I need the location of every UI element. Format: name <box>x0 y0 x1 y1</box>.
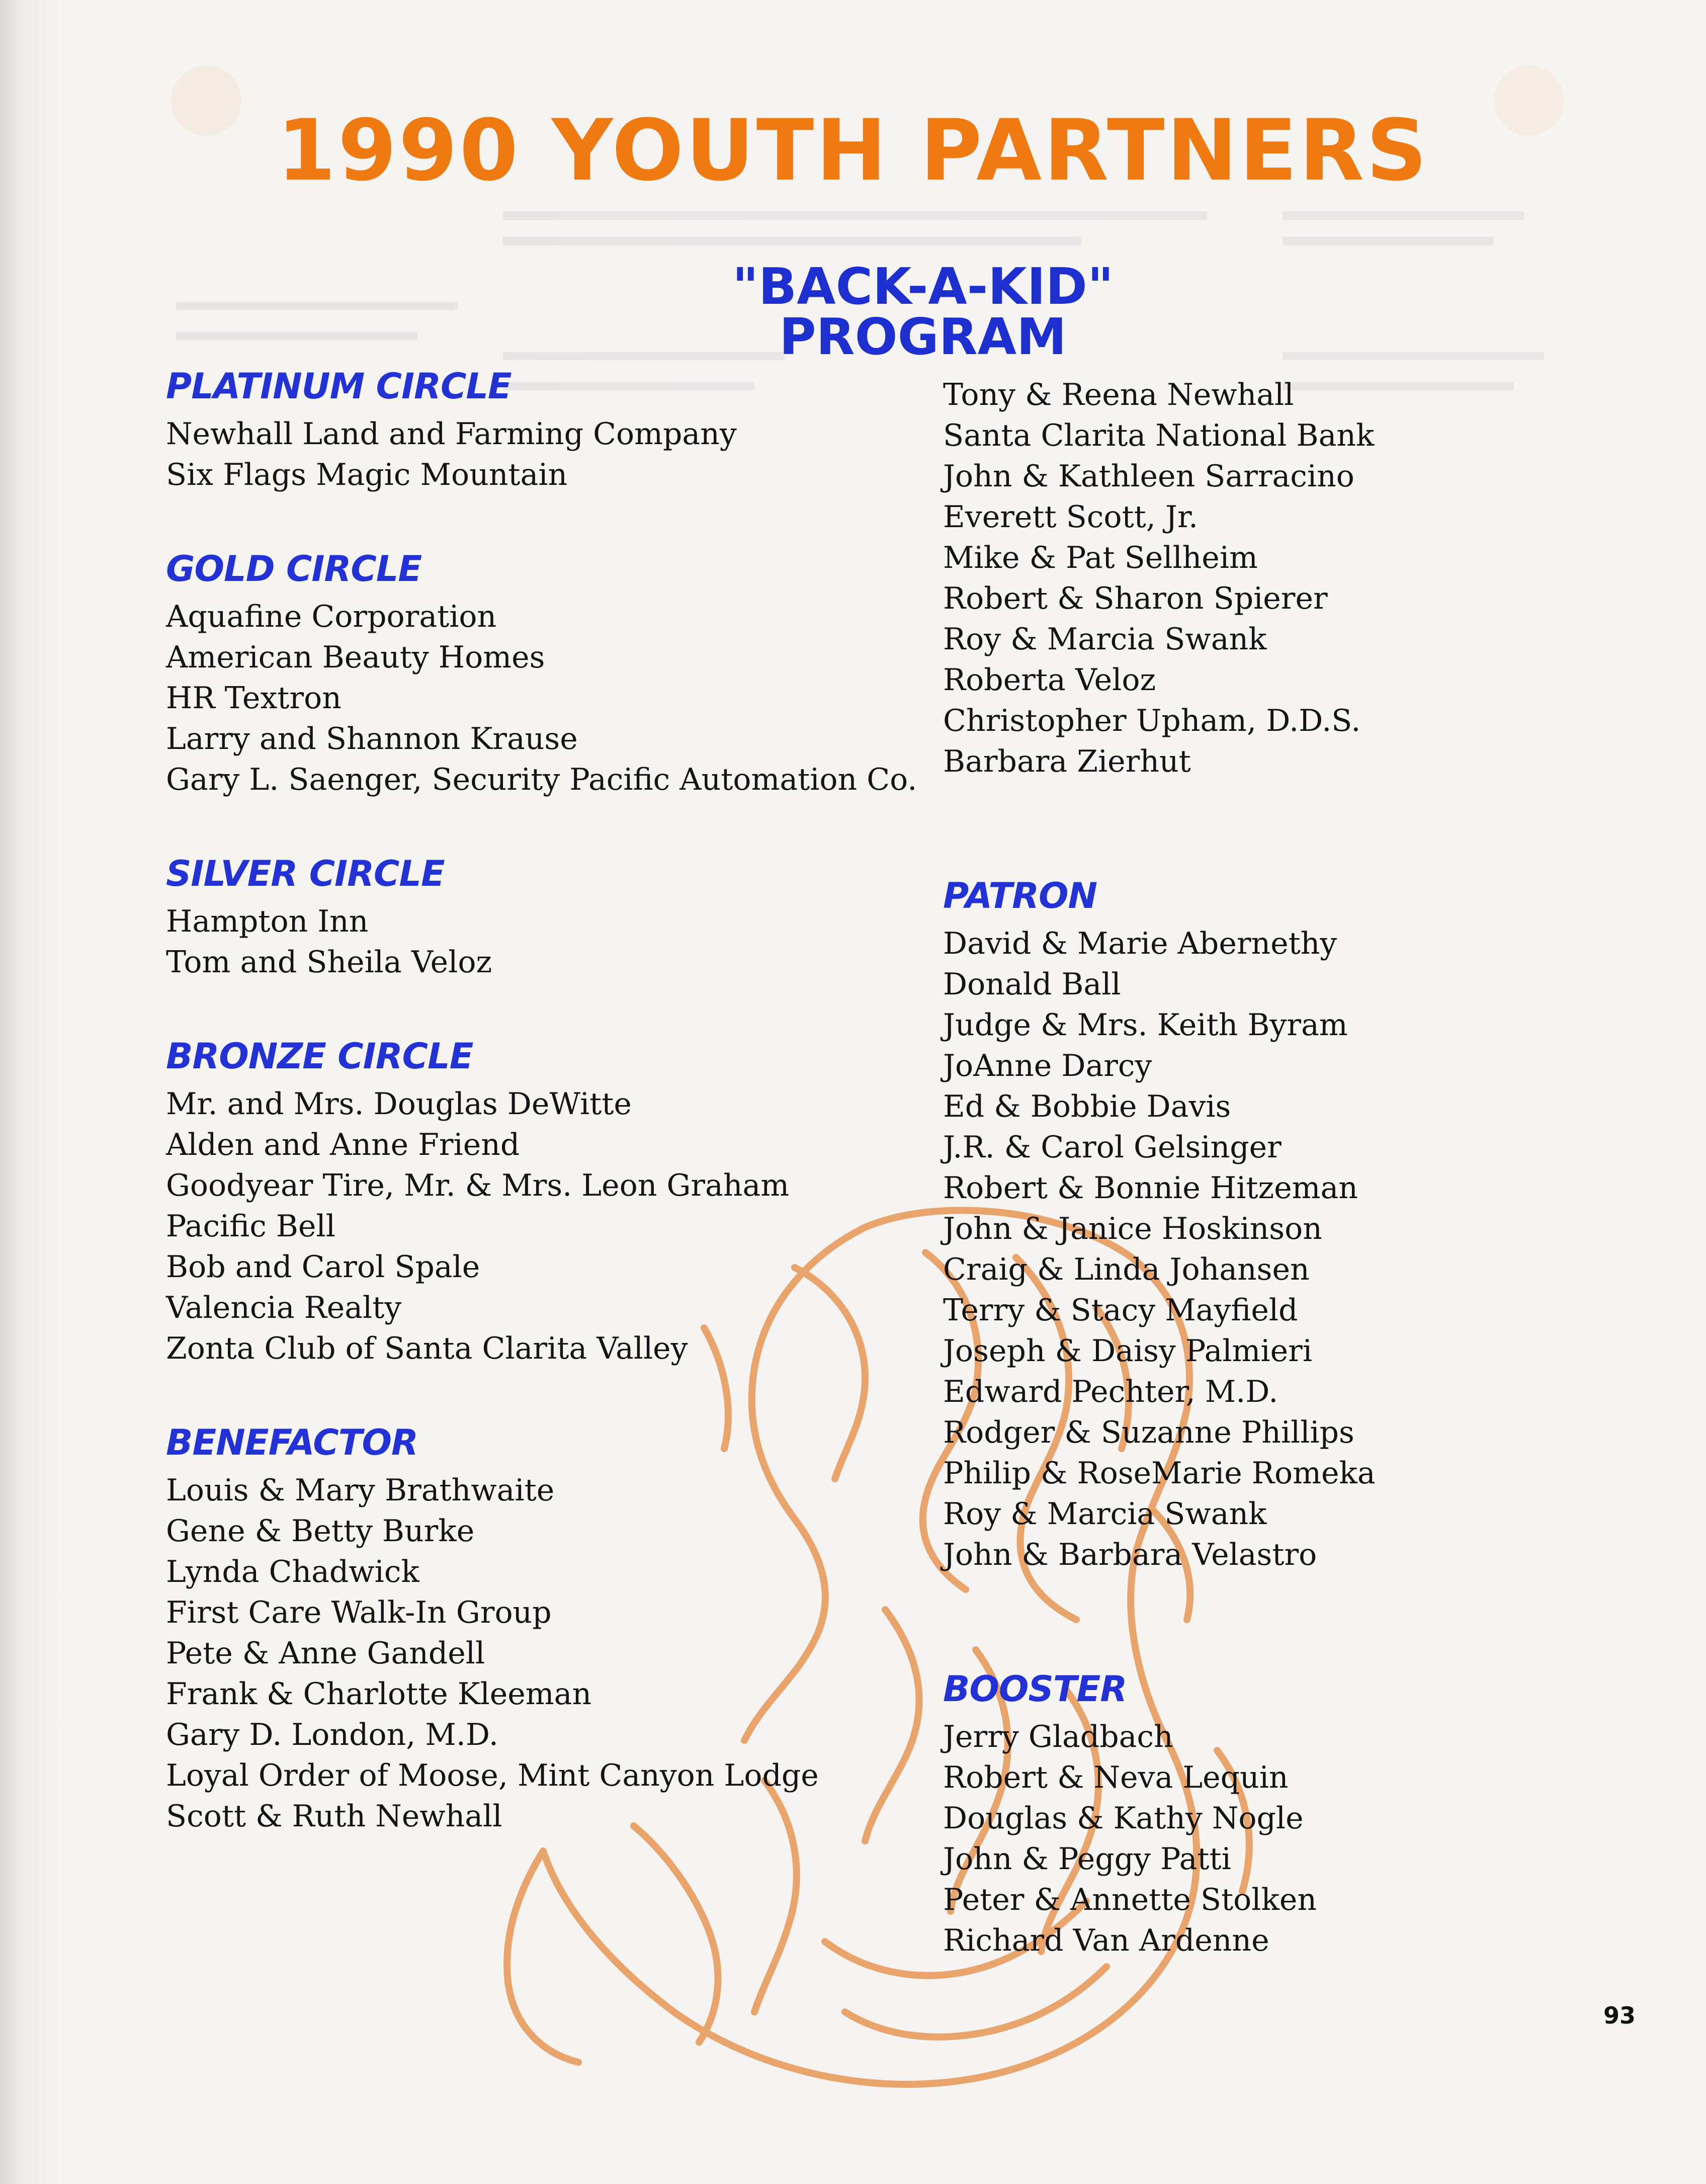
section-benefactor-continued <box>943 375 1597 782</box>
list-item: Roy & Marcia Swank <box>943 622 1267 657</box>
list-item: Roberta Veloz <box>943 662 1156 698</box>
list-item: Newhall Land and Farming Company <box>166 416 737 452</box>
section-patron <box>943 877 1597 1575</box>
list-item: JoAnne Darcy <box>943 1048 1152 1083</box>
section-heading: PLATINUM CIRCLE <box>166 366 511 407</box>
list-item: First Care Walk-In Group <box>166 1595 552 1630</box>
section-heading: BENEFACTOR <box>166 1422 418 1463</box>
list-item: Robert & Neva Lequin <box>943 1760 1289 1795</box>
section-silver-circle <box>166 855 971 983</box>
list-item: Loyal Order of Moose, Mint Canyon Lodge <box>166 1758 819 1793</box>
list-item: Terry & Stacy Mayfield <box>943 1293 1298 1328</box>
list-item: Edward Pechter, M.D. <box>943 1374 1278 1409</box>
list-item: Larry and Shannon Krause <box>166 721 578 757</box>
section-heading: GOLD CIRCLE <box>166 548 422 590</box>
name-list <box>166 414 971 495</box>
name-list <box>943 375 1597 782</box>
list-item: Ed & Bobbie Davis <box>943 1089 1231 1124</box>
list-item: John & Barbara Velastro <box>943 1537 1317 1572</box>
list-item: Robert & Sharon Spierer <box>943 581 1328 616</box>
page-title: 1990 YOUTH PARTNERS <box>277 101 1429 200</box>
list-item: Donald Ball <box>943 967 1121 1002</box>
list-item: Zonta Club of Santa Clarita Valley <box>166 1331 688 1366</box>
list-item: Barbara Zierhut <box>943 744 1191 779</box>
list-item: Joseph & Daisy Palmieri <box>943 1333 1313 1369</box>
list-item: Alden and Anne Friend <box>166 1127 520 1162</box>
list-item: Gary D. London, M.D. <box>166 1717 498 1752</box>
section-booster <box>943 1670 1597 1961</box>
name-list <box>943 1717 1597 1961</box>
list-item: Tony & Reena Newhall <box>943 377 1294 412</box>
list-item: Douglas & Kathy Nogle <box>943 1801 1304 1836</box>
list-item: John & Janice Hoskinson <box>943 1211 1322 1246</box>
list-item: Santa Clarita National Bank <box>943 418 1375 453</box>
name-list <box>943 923 1597 1575</box>
list-item: Mike & Pat Sellheim <box>943 540 1258 575</box>
list-item: Lynda Chadwick <box>166 1554 419 1589</box>
name-list <box>166 1470 971 1837</box>
list-item: Pacific Bell <box>166 1209 335 1244</box>
list-item: Six Flags Magic Mountain <box>166 457 568 492</box>
name-list <box>166 597 971 800</box>
list-item: Philip & RoseMarie Romeka <box>943 1456 1376 1491</box>
list-item: Roy & Marcia Swank <box>943 1496 1267 1532</box>
section-bronze-circle <box>166 1037 971 1369</box>
list-item: Richard Van Ardenne <box>943 1923 1269 1958</box>
list-item: J.R. & Carol Gelsinger <box>943 1130 1282 1165</box>
list-item: Bob and Carol Spale <box>166 1249 480 1285</box>
list-item: Scott & Ruth Newhall <box>166 1799 502 1834</box>
list-item: Valencia Realty <box>166 1290 402 1325</box>
list-item: Christopher Upham, D.D.S. <box>943 703 1361 738</box>
section-gold-circle <box>166 550 971 800</box>
list-item: Frank & Charlotte Kleeman <box>166 1676 592 1712</box>
right-column <box>943 375 1597 2056</box>
section-heading: BOOSTER <box>943 1668 1127 1710</box>
list-item: Tom and Sheila Veloz <box>166 945 492 980</box>
name-list <box>166 901 971 983</box>
list-item: Aquafine Corporation <box>166 599 497 634</box>
list-item: Robert & Bonnie Hitzeman <box>943 1170 1358 1206</box>
list-item: Hampton Inn <box>166 904 369 939</box>
list-item: HR Textron <box>166 681 342 716</box>
list-item: Gary L. Saenger, Security Pacific Automation Co. <box>166 762 917 797</box>
section-heading: BRONZE CIRCLE <box>166 1036 473 1077</box>
list-item: Pete & Anne Gandell <box>166 1636 485 1671</box>
section-heading: PATRON <box>943 875 1097 916</box>
list-item: Everett Scott, Jr. <box>943 499 1199 535</box>
list-item: Rodger & Suzanne Phillips <box>943 1415 1354 1450</box>
list-item: Gene & Betty Burke <box>166 1514 475 1549</box>
section-benefactor <box>166 1423 971 1837</box>
list-item: American Beauty Homes <box>166 640 545 675</box>
section-platinum-circle <box>166 367 971 495</box>
list-item: Peter & Annette Stolken <box>943 1882 1317 1917</box>
list-item: Judge & Mrs. Keith Byram <box>943 1007 1348 1043</box>
name-list <box>166 1084 971 1369</box>
list-item: John & Peggy Patti <box>943 1841 1231 1877</box>
list-item: Jerry Gladbach <box>943 1719 1173 1754</box>
list-item: Louis & Mary Brathwaite <box>166 1473 555 1508</box>
program-subtitle: "BACK-A-KID" PROGRAM <box>732 257 1114 366</box>
section-heading: SILVER CIRCLE <box>166 853 445 894</box>
list-item: Goodyear Tire, Mr. & Mrs. Leon Graham <box>166 1168 790 1203</box>
list-item: Mr. and Mrs. Douglas DeWitte <box>166 1086 632 1122</box>
page-number: 93 <box>1603 2002 1636 2029</box>
list-item: John & Kathleen Sarracino <box>943 459 1354 494</box>
left-column <box>166 367 971 1891</box>
list-item: David & Marie Abernethy <box>943 926 1337 961</box>
list-item: Craig & Linda Johansen <box>943 1252 1310 1287</box>
